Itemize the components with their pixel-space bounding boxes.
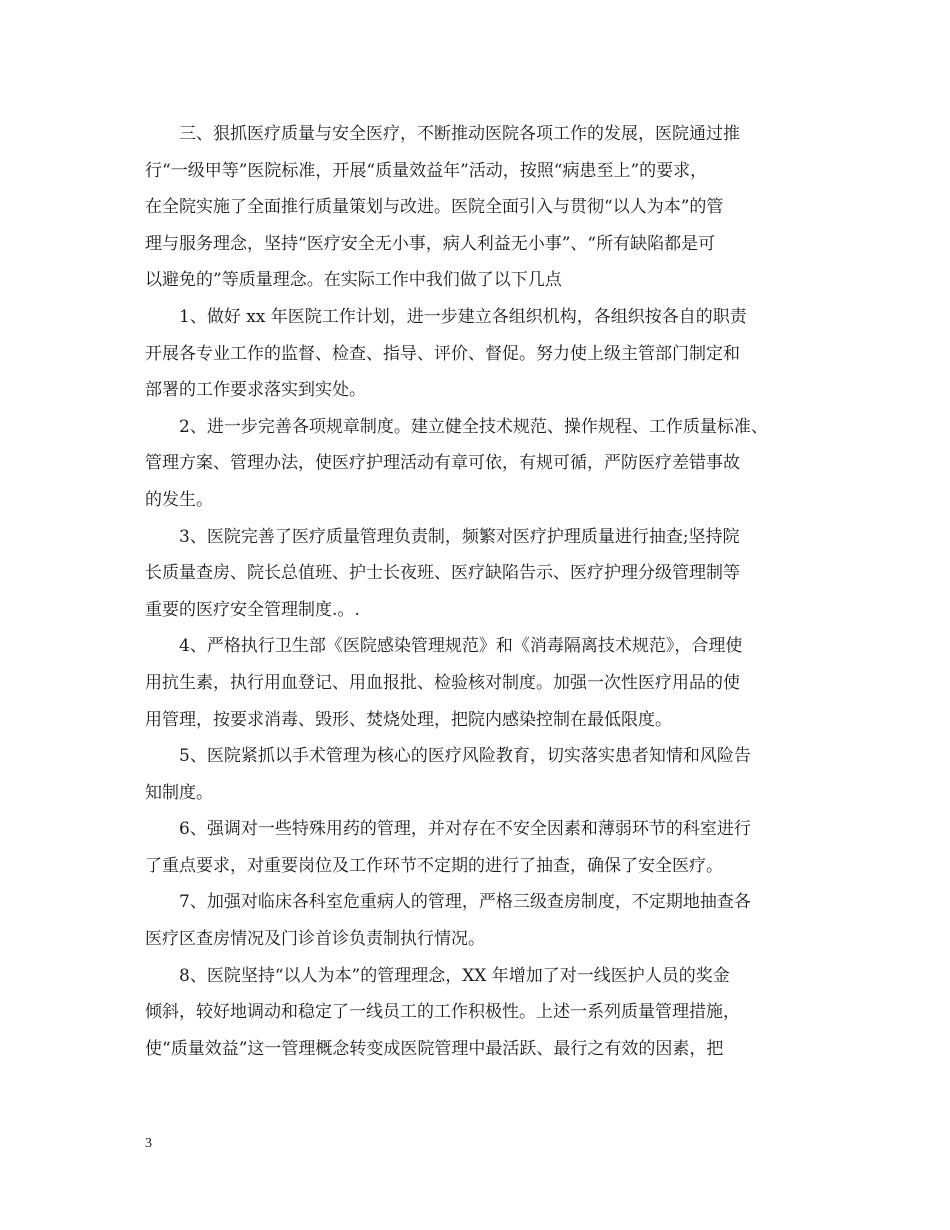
text-line: 6、强调对一些特殊用药的管理，并对存在不安全因素和薄弱环节的科室进行 <box>179 819 751 840</box>
text-line: 理与服务理念，坚持“医疗安全无小事，病人利益无小事”、“所有缺陷都是可 <box>145 233 716 254</box>
paragraph <box>145 738 825 811</box>
text-line: 医疗区查房情况及门诊首诊负责制执行情况。 <box>145 929 485 950</box>
text-line: 三、狠抓医疗质量与安全医疗，不断推动医院各项工作的发展，医院通过推 <box>179 124 740 144</box>
text-line: 以避免的”等质量理念。在实际工作中我们做了以下几点 <box>145 270 562 291</box>
paragraph <box>145 811 825 884</box>
paragraph <box>145 116 825 299</box>
paragraph <box>145 884 825 957</box>
text-line: 用管理，按要求消毒、毁形、焚烧处理，把院内感染控制在最低限度。 <box>145 709 672 730</box>
text-line: 1、做好 xx 年医院工作计划，进一步建立各组织机构，各组织按各自的职责 <box>179 306 747 327</box>
text-line: 用抗生素，执行用血登记、用血报批、检验核对制度。加强一次性医疗用品的使 <box>145 672 740 693</box>
text-line: 8、医院坚持“以人为本”的管理理念，XX 年增加了对一线医护人员的奖金 <box>179 965 730 986</box>
document-body <box>145 116 825 1067</box>
text-line: 部署的工作要求落实到实处。 <box>145 380 366 401</box>
text-line: 开展各专业工作的监督、检查、指导、评价、督促。努力使上级主管部门制定和 <box>145 343 740 364</box>
page-number: 3 <box>145 1136 152 1151</box>
text-line: 2、进一步完善各项规章制度。建立健全技术规范、操作规程、工作质量标准、 <box>179 416 768 437</box>
text-line: 4、严格执行卫生部《医院感染管理规范》和《消毒隔离技术规范》，合理使 <box>179 636 743 657</box>
paragraph <box>145 519 825 629</box>
text-line: 使“质量效益”这一管理概念转变成医院管理中最活跃、最行之有效的因素，把 <box>145 1038 724 1059</box>
text-line: 重要的医疗安全管理制度.。. <box>145 599 360 620</box>
text-line: 5、医院紧抓以手术管理为核心的医疗风险教育，切实落实患者知情和风险告 <box>179 746 751 767</box>
text-line: 管理方案、管理办法，使医疗护理活动有章可依，有规可循，严防医疗差错事故 <box>145 453 740 474</box>
text-line: 的发生。 <box>145 489 213 510</box>
text-line: 倾斜，较好地调动和稳定了一线员工的工作积极性。上述一系列质量管理措施， <box>145 1002 740 1023</box>
paragraph <box>145 958 825 1068</box>
paragraph <box>145 299 825 409</box>
text-line: 长质量查房、院长总值班、护士长夜班、医疗缺陷告示、医疗护理分级管理制等 <box>145 563 740 584</box>
paragraph <box>145 409 825 519</box>
text-line: 7、加强对临床各科室危重病人的管理，严格三级查房制度，不定期地抽查各 <box>179 892 751 913</box>
paragraph <box>145 628 825 738</box>
text-line: 了重点要求，对重要岗位及工作环节不定期的进行了抽查，确保了安全医疗。 <box>145 855 723 876</box>
text-line: 在全院实施了全面推行质量策划与改进。医院全面引入与贯彻“以人为本”的管 <box>145 197 724 218</box>
text-line: 知制度。 <box>145 782 213 803</box>
text-line: 3、医院完善了医疗质量管理负责制，频繁对医疗护理质量进行抽查;坚持院 <box>179 526 740 547</box>
text-line: 行“一级甲等”医院标准，开展“质量效益年”活动，按照“病患至上”的要求， <box>145 160 708 181</box>
